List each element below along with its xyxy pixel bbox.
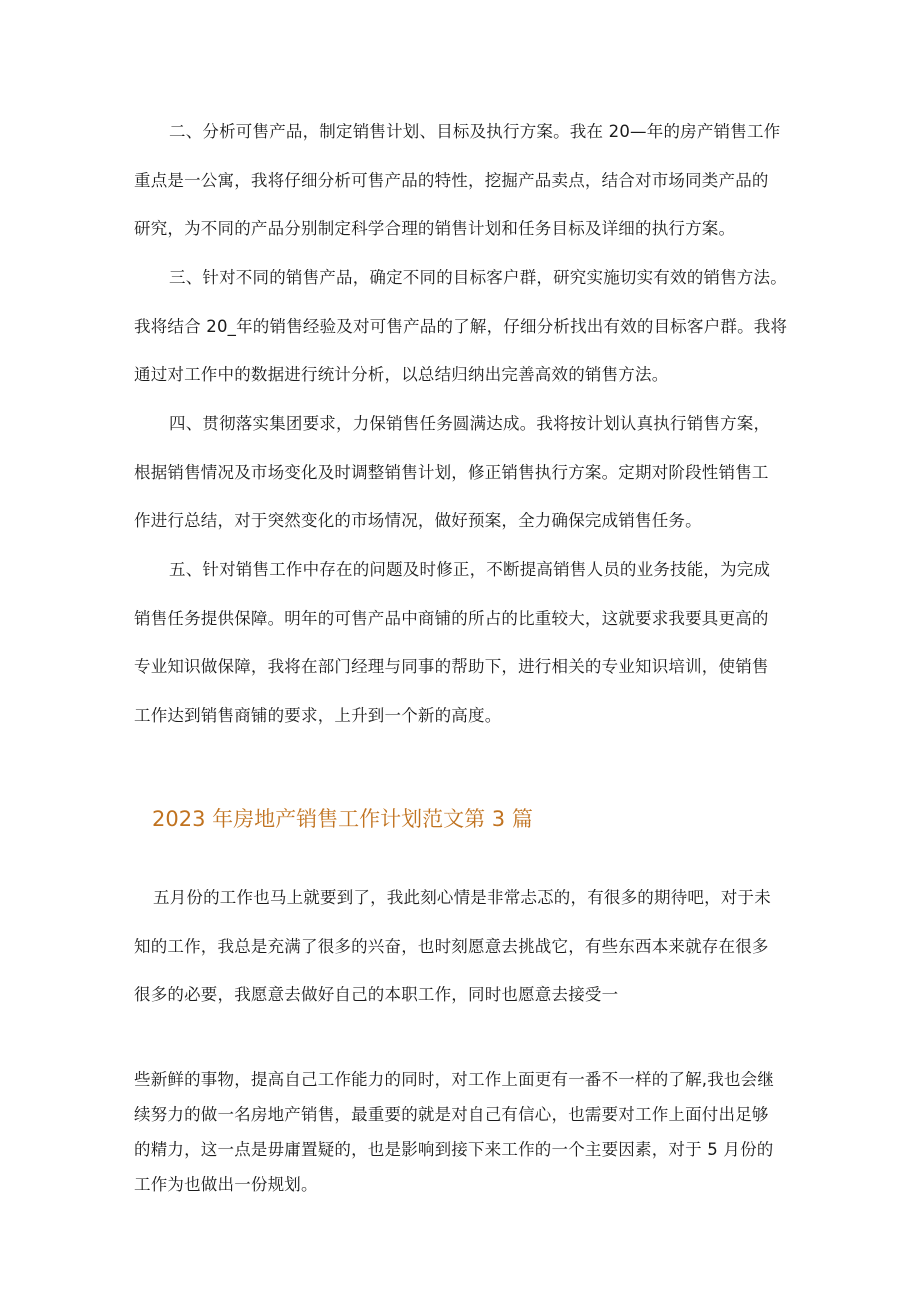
text-line: 根据销售情况及市场变化及时调整销售计划，修正销售执行方案。定期对阶段性销售工	[134, 462, 769, 482]
paragraph-continued	[134, 1068, 794, 1208]
text-line: 通过对工作中的数据进行统计分析，以总结归纳出完善高效的销售方法。	[134, 365, 669, 385]
text-line: 重点是一公寓，我将仔细分析可售产品的特性，挖掘产品卖点，结合对市场同类产品的	[134, 170, 769, 190]
text-line: 些新鲜的事物，提高自己工作能力的同时，对工作上面更有一番不一样的了解,我也会继	[134, 1070, 775, 1089]
paragraph-group-requirements	[134, 412, 794, 558]
text-line: 知的工作，我总是充满了很多的兴奋，也时刻愿意去挑战它，有些东西本来就存在很多	[134, 936, 769, 956]
text-line: 作进行总结，对于突然变化的市场情况，做好预案，全力确保完成销售任务。	[134, 511, 702, 531]
text-line: 五月份的工作也马上就要到了，我此刻心情是非常忐忑的，有很多的期待吧，对于未	[153, 888, 771, 907]
text-line: 续努力的做一名房地产销售，最重要的就是对自己有信心，也需要对工作上面付出足够	[134, 1105, 769, 1124]
text-line: 三、针对不同的销售产品，确定不同的目标客户群，研究实施切实有效的销售方法。	[169, 268, 787, 287]
text-line: 销售任务提供保障。明年的可售产品中商铺的所占的比重较大，这就要求我要具更高的	[134, 608, 769, 628]
paragraph-analyze-products	[134, 120, 794, 266]
text-line: 工作达到销售商铺的要求，上升到一个新的高度。	[134, 705, 502, 725]
text-line: 工作为也做出一份规划。	[134, 1175, 318, 1194]
text-line: 很多的必要，我愿意去做好自己的本职工作，同时也愿意去接受一	[134, 985, 619, 1005]
text-line: 研究，为不同的产品分别制定科学合理的销售计划和任务目标及详细的执行方案。	[134, 219, 736, 239]
text-line: 四、贯彻落实集团要求，力保销售任务圆满达成。我将按计划认真执行销售方案，	[169, 414, 771, 433]
paragraph-fix-problems	[134, 558, 794, 752]
paragraph-target-customers	[134, 266, 794, 412]
section-heading: 2023 年房地产销售工作计划范文第 3 篇	[152, 807, 533, 831]
text-line: 的精力，这一点是毋庸置疑的，也是影响到接下来工作的一个主要因素，对于 5 月份的	[134, 1140, 774, 1159]
text-line: 专业知识做保障，我将在部门经理与同事的帮助下，进行相关的专业知识培训，使销售	[134, 657, 769, 677]
text-line: 二、分析可售产品，制定销售计划、目标及执行方案。我在 20—年的房产销售工作	[169, 122, 781, 141]
text-line: 我将结合 20_年的销售经验及对可售产品的了解，仔细分析找出有效的目标客户群。我将	[134, 316, 788, 336]
text-line: 五、针对销售工作中存在的问题及时修正，不断提高销售人员的业务技能，为完成	[169, 560, 771, 579]
paragraph-may-work	[134, 886, 794, 1032]
